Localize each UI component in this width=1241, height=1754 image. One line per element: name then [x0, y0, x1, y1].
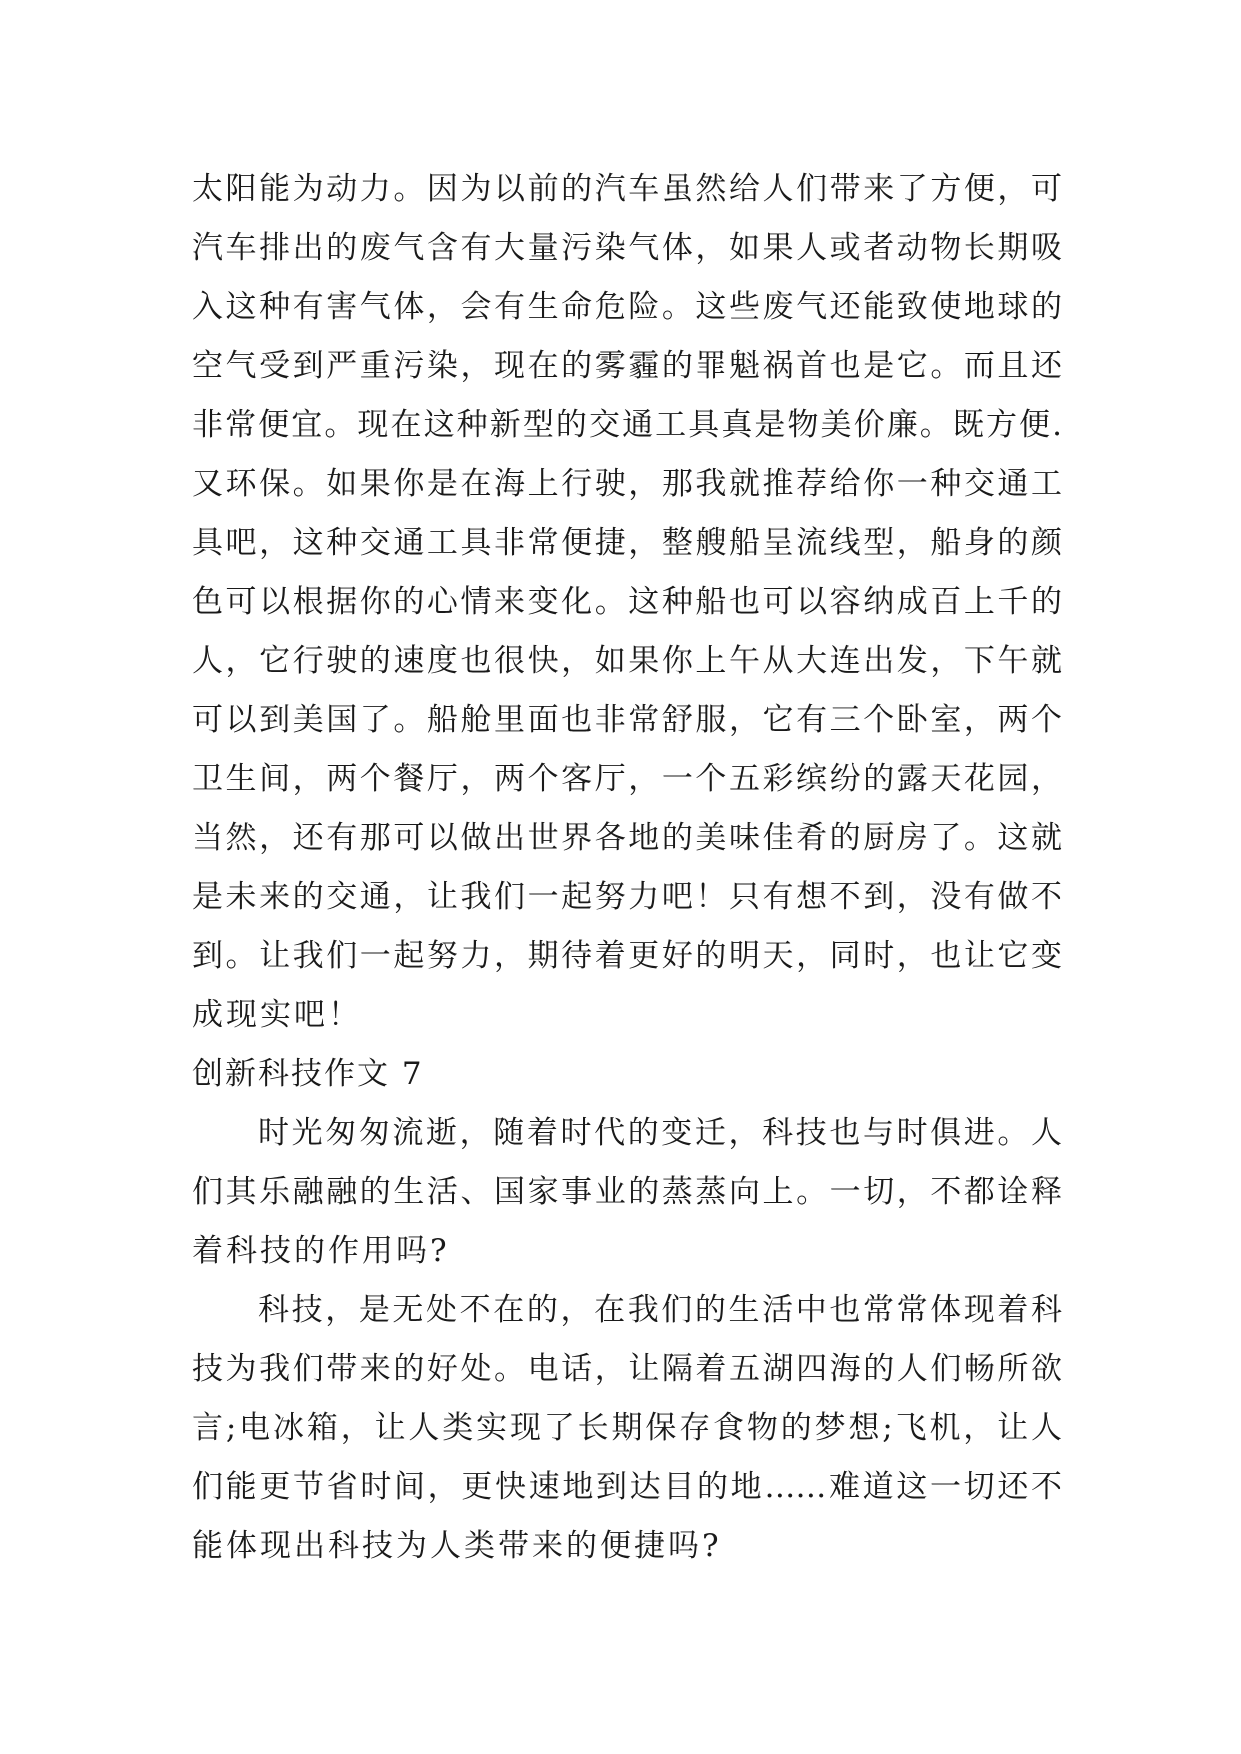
section-title: 创新科技作文 7	[192, 1056, 424, 1092]
text-line: 们其乐融融的生活、国家事业的蒸蒸向上。一切，不都诠释	[192, 1174, 1062, 1210]
text-line: 成现实吧！	[192, 997, 362, 1033]
text-line: 可以到美国了。船舱里面也非常舒服，它有三个卧室，两个	[192, 702, 1062, 738]
text-line: 是未来的交通，让我们一起努力吧！只有想不到，没有做不	[192, 879, 1062, 915]
text-line: 能体现出科技为人类带来的便捷吗?	[192, 1528, 722, 1564]
text-line: 人，它行驶的速度也很快，如果你上午从大连出发，下午就	[192, 643, 1062, 679]
text-line: 空气受到严重污染，现在的雾霾的罪魁祸首也是它。而且还	[192, 348, 1062, 384]
paragraph-continued	[192, 160, 1062, 1045]
text-line: 又环保。如果你是在海上行驶，那我就推荐给你一种交通工	[192, 466, 1062, 502]
text-line: 太阳能为动力。因为以前的汽车虽然给人们带来了方便，可	[192, 171, 1062, 207]
text-line: 卫生间，两个餐厅，两个客厅，一个五彩缤纷的露天花园，	[192, 761, 1062, 797]
text-line: 时光匆匆流逝，随着时代的变迁，科技也与时俱进。人	[258, 1115, 1062, 1151]
text-line: 言;电冰箱，让人类实现了长期保存食物的梦想;飞机，让人	[192, 1410, 1062, 1446]
text-line: 们能更节省时间，更快速地到达目的地……难道这一切还不	[192, 1469, 1062, 1505]
text-line: 非常便宜。现在这种新型的交通工具真是物美价廉。既方便.	[192, 407, 1062, 443]
text-line: 着科技的作用吗?	[192, 1233, 450, 1269]
text-line: 到。让我们一起努力，期待着更好的明天，同时，也让它变	[192, 938, 1062, 974]
paragraph-2	[192, 1281, 1062, 1576]
text-line: 色可以根据你的心情来变化。这种船也可以容纳成百上千的	[192, 584, 1062, 620]
text-line: 具吧，这种交通工具非常便捷，整艘船呈流线型，船身的颜	[192, 525, 1062, 561]
text-line: 入这种有害气体，会有生命危险。这些废气还能致使地球的	[192, 289, 1062, 325]
paragraph-1	[192, 1104, 1062, 1281]
text-line: 科技，是无处不在的，在我们的生活中也常常体现着科	[258, 1292, 1062, 1328]
text-line: 技为我们带来的好处。电话，让隔着五湖四海的人们畅所欲	[192, 1351, 1062, 1387]
text-line: 当然，还有那可以做出世界各地的美味佳肴的厨房了。这就	[192, 820, 1062, 856]
text-line: 汽车排出的废气含有大量污染气体，如果人或者动物长期吸	[192, 230, 1062, 266]
document-body	[192, 160, 1062, 1576]
